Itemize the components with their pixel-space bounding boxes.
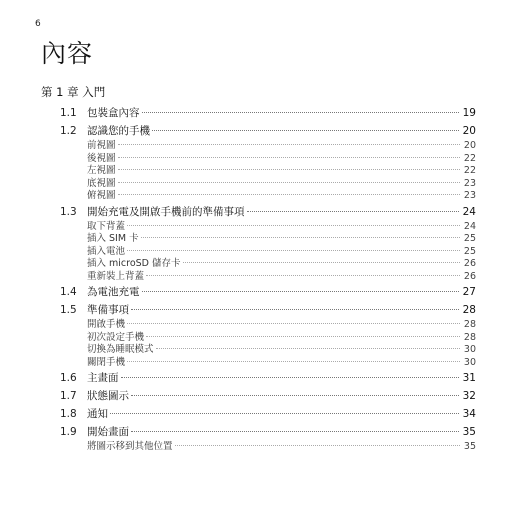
toc-subsection[interactable] [60,246,476,259]
section-number: 1.7 [60,390,77,402]
toc-section-1-5[interactable] [60,301,476,319]
section-page: 27 [462,286,476,298]
subsection-title: 初次設定手機 [87,331,145,343]
dot-leader [152,130,459,131]
section-title: 開始充電及開啟手機前的準備事項 [87,205,245,218]
subsection-page: 30 [463,344,476,355]
toc-subsection[interactable] [60,221,476,234]
section-number: 1.4 [60,286,77,298]
dot-leader [183,262,460,263]
subsection-page: 35 [463,441,476,452]
subsection-title: 插入電池 [87,245,126,257]
section-page: 28 [462,304,476,316]
subsection-title: 取下背蓋 [87,220,126,232]
dot-leader [127,323,460,324]
dot-leader [127,250,460,251]
dot-leader [142,112,459,113]
toc-section-1-9[interactable] [60,423,476,441]
toc-subsection[interactable] [60,153,476,166]
dot-leader [118,182,460,183]
dot-leader [131,309,459,310]
toc-subsection[interactable] [60,140,476,153]
dot-leader [121,377,459,378]
dot-leader [142,291,459,292]
page-title: 內容 [41,39,94,68]
subsection-page: 25 [463,245,476,257]
toc-section-1-6[interactable] [60,369,476,387]
subsection-title: 將圖示移到其他位置 [87,441,173,452]
toc-section-1-7[interactable] [60,387,476,405]
toc-subsection[interactable] [60,332,476,345]
subsection-title: 插入 microSD 儲存卡 [87,258,181,269]
subsection-page: 28 [463,331,476,343]
subsection-page: 22 [463,152,476,164]
section-page: 32 [462,390,476,402]
subsection-page: 25 [463,233,476,244]
subsection-page: 20 [463,140,476,151]
dot-leader [175,445,460,446]
subsection-title: 重新裝上背蓋 [87,270,145,282]
subsection-page: 30 [463,356,476,368]
section-title: 通知 [87,408,108,420]
section-title: 為電池充電 [87,286,140,298]
dot-leader [118,157,460,158]
toc-subsection[interactable] [60,344,476,357]
dot-leader [156,348,460,349]
dot-leader [146,275,460,276]
page-number: 6 [35,19,41,29]
toc-subsection[interactable] [60,233,476,246]
subsection-title: 底視圖 [87,177,116,189]
toc-subsection[interactable] [60,441,476,454]
subsection-title: 前視圖 [87,140,116,151]
toc-subsection[interactable] [60,165,476,178]
subsection-title: 俯視圖 [87,190,116,201]
dot-leader [118,169,460,170]
section-page: 34 [462,408,476,420]
subsection-page: 28 [463,319,476,330]
section-number: 1.6 [60,372,77,384]
dot-leader [146,336,460,337]
dot-leader [131,395,459,396]
dot-leader [127,225,460,226]
subsection-title: 左視圖 [87,165,116,176]
subsection-title: 切換為睡眠模式 [87,344,154,355]
section-page: 35 [462,426,476,438]
toc-subsection[interactable] [60,258,476,271]
dot-leader [118,144,460,145]
section-title: 主畫面 [87,372,119,384]
dot-leader [118,194,460,195]
section-title: 開始畫面 [87,426,129,438]
subsection-title: 後視圖 [87,152,116,164]
section-page: 31 [462,372,476,384]
section-title: 準備事項 [87,304,129,316]
section-number: 1.9 [60,426,77,438]
toc-subsection[interactable] [60,357,476,370]
table-of-contents [60,104,476,454]
section-number: 1.3 [60,205,77,218]
section-number: 1.1 [60,107,77,119]
subsection-page: 23 [463,190,476,201]
dot-leader [131,431,459,432]
section-page: 19 [462,107,476,119]
toc-section-1-4[interactable] [60,283,476,301]
section-number: 1.2 [60,125,77,137]
toc-subsection[interactable] [60,178,476,191]
subsection-title: 開啟手機 [87,319,126,330]
dot-leader [141,237,460,238]
dot-leader [110,413,459,414]
toc-section-1-1[interactable] [60,104,476,122]
toc-section-1-8[interactable] [60,405,476,423]
chapter-heading: 第 1 章 入門 [41,85,106,99]
toc-subsection[interactable] [60,319,476,332]
subsection-title: 關閉手機 [87,356,126,368]
toc-section-1-3[interactable] [60,203,476,221]
subsection-page: 26 [463,270,476,282]
subsection-page: 26 [463,258,476,269]
section-page: 24 [462,205,476,218]
section-title: 認識您的手機 [87,125,150,137]
subsection-page: 24 [463,220,476,232]
subsection-page: 22 [463,165,476,176]
dot-leader [247,211,459,212]
section-number: 1.5 [60,304,77,316]
section-number: 1.8 [60,408,77,420]
dot-leader [127,361,460,362]
section-page: 20 [462,125,476,137]
toc-subsection[interactable] [60,271,476,284]
toc-subsection[interactable] [60,190,476,203]
toc-section-1-2[interactable] [60,122,476,140]
subsection-title: 插入 SIM 卡 [87,233,139,244]
section-title: 狀態圖示 [87,390,129,402]
subsection-page: 23 [463,177,476,189]
section-title: 包裝盒內容 [87,107,140,119]
